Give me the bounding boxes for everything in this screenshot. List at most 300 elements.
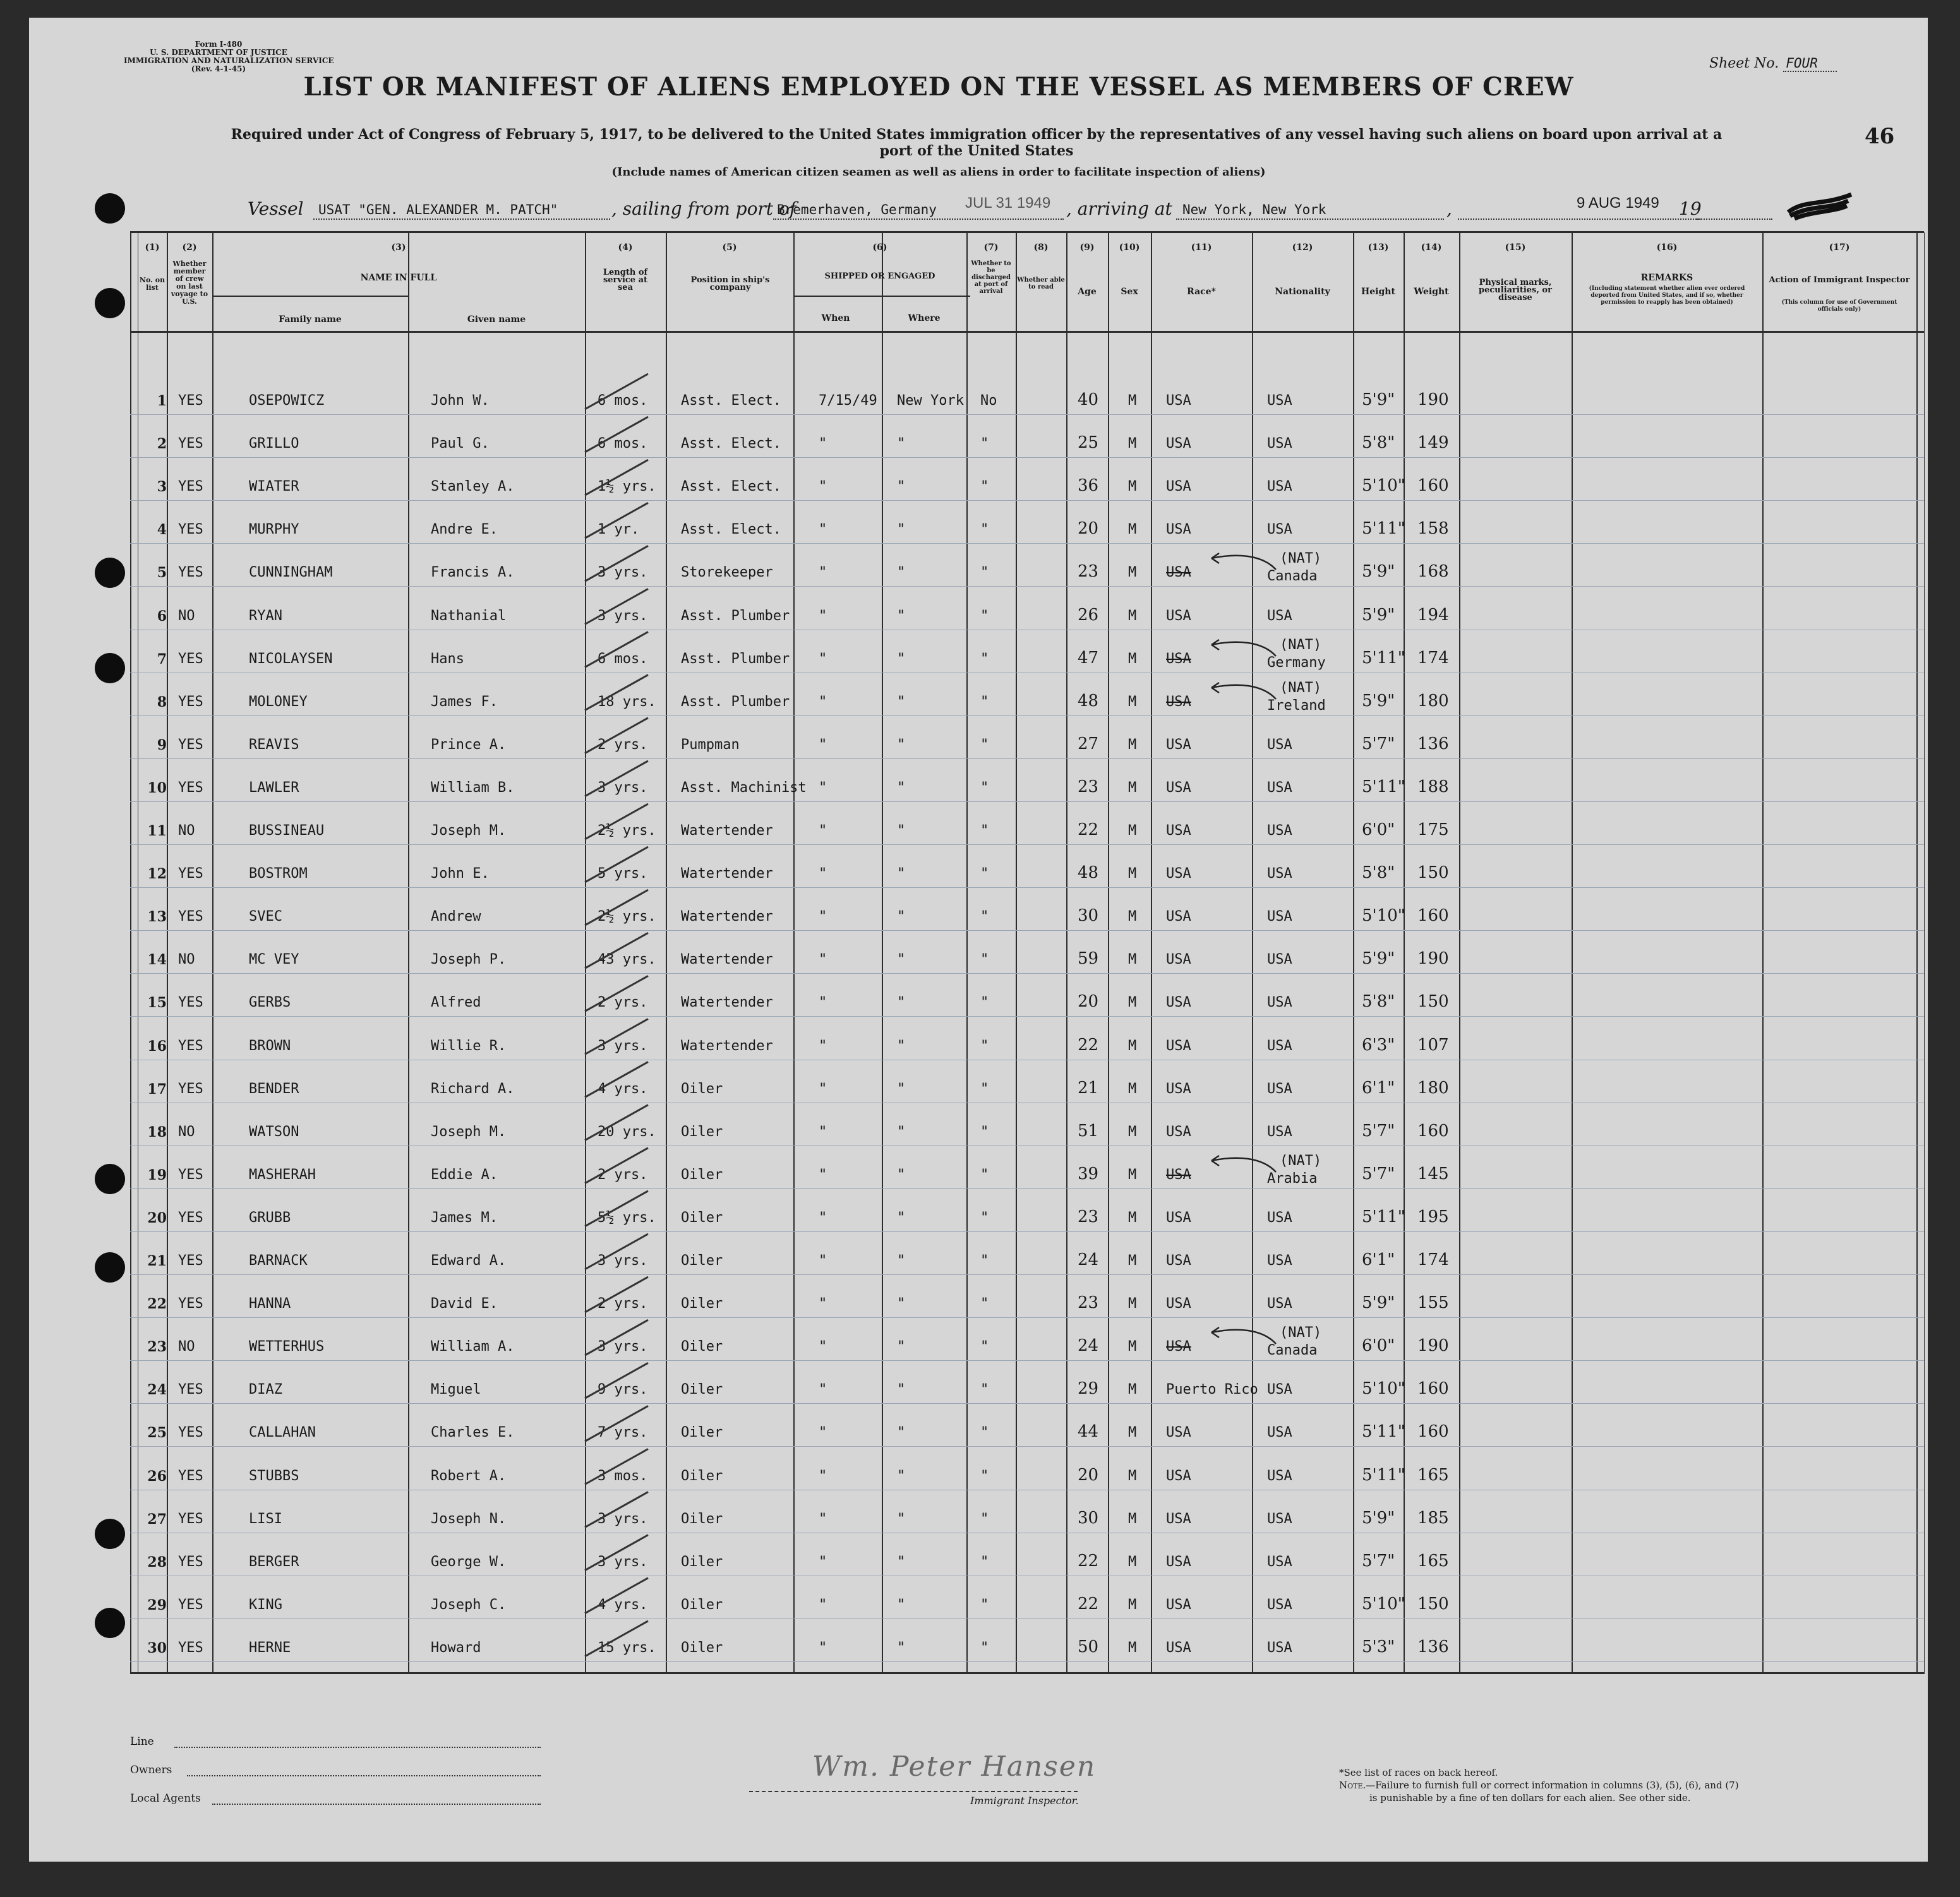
col-family-name: Family name — [279, 314, 342, 325]
cell-race: USA — [1166, 1253, 1191, 1269]
cell-where: " — [897, 565, 906, 581]
cell-height: 5'9" — [1362, 605, 1395, 625]
cell-weight: 160 — [1417, 476, 1449, 496]
cell-position: Oiler — [681, 1425, 723, 1441]
cell-where: " — [897, 823, 906, 839]
cell-family: OSEPOWICZ — [249, 393, 325, 409]
cell-service: 4 yrs. — [598, 1080, 648, 1097]
cell-race: USA — [1166, 436, 1191, 452]
cell-service: 3 yrs. — [598, 1038, 648, 1054]
col-no-on-list: No. on list — [139, 276, 165, 292]
cell-prev: YES — [178, 1553, 203, 1570]
cell-position: Watertender — [681, 1038, 773, 1054]
cell-given: Francis A. — [431, 565, 515, 581]
cell-weight: 190 — [1417, 1336, 1449, 1356]
cell-no: 20 — [147, 1209, 167, 1226]
cell-race: USA — [1166, 1123, 1191, 1140]
cell-no: 7 — [157, 650, 167, 667]
cell-age: 22 — [1078, 1035, 1099, 1055]
cell-height: 5'9" — [1362, 562, 1395, 582]
cell-race: USA — [1166, 650, 1191, 667]
cell-age: 23 — [1078, 1293, 1099, 1313]
cell-nationality: USA — [1267, 1080, 1292, 1097]
cell-when: " — [819, 522, 827, 538]
cell-sex: M — [1128, 1296, 1137, 1312]
col-position: Position in ship's company — [690, 275, 770, 292]
cell-position: Asst. Plumber — [681, 650, 790, 667]
col-name-in-full: NAME IN FULL — [360, 273, 437, 283]
cell-no: 5 — [157, 565, 167, 582]
cell-discharged: " — [980, 522, 989, 538]
cell-sex: M — [1128, 650, 1137, 667]
cell-where: " — [897, 607, 906, 624]
cell-age: 26 — [1078, 605, 1099, 625]
cell-service: 3 yrs. — [598, 1511, 648, 1527]
cell-where: " — [897, 1339, 906, 1355]
cell-when: " — [819, 823, 827, 839]
cell-nationality: USA — [1267, 823, 1292, 839]
cell-no: 15 — [147, 995, 167, 1012]
cell-position: Asst. Machinist — [681, 779, 807, 796]
cell-age: 36 — [1078, 476, 1099, 496]
colnum-8: (8) — [1033, 242, 1049, 253]
cell-nat-note: (NAT) — [1280, 1152, 1322, 1169]
cell-weight: 174 — [1417, 648, 1449, 667]
cell-nationality: USA — [1267, 393, 1292, 409]
cell-race: USA — [1166, 736, 1191, 753]
page-title: LIST OR MANIFEST OF ALIENS EMPLOYED ON THE VESSEL AS MEMBERS OF CREW — [303, 72, 1574, 102]
cell-given: Miguel — [431, 1382, 481, 1398]
row-rule — [130, 1661, 1924, 1662]
cell-height: 5'7" — [1362, 1551, 1395, 1571]
cell-prev: YES — [178, 1511, 203, 1527]
col-remarks: REMARKS — [1640, 273, 1693, 283]
cell-discharged: " — [980, 1038, 989, 1054]
cell-position: Watertender — [681, 952, 773, 968]
cell-where: " — [897, 522, 906, 538]
cell-when: " — [819, 1080, 827, 1097]
cell-where: " — [897, 779, 906, 796]
cell-nationality: USA — [1267, 1123, 1292, 1140]
cell-position: Pumpman — [681, 736, 740, 753]
cell-position: Oiler — [681, 1639, 723, 1656]
cell-given: John E. — [431, 866, 490, 882]
cell-age: 24 — [1078, 1336, 1099, 1356]
cell-prev: NO — [178, 607, 195, 624]
cell-when: " — [819, 1296, 827, 1312]
cell-discharged: " — [980, 693, 989, 710]
colnum-13: (13) — [1368, 242, 1389, 253]
cell-where: " — [897, 1468, 906, 1484]
cell-position: Asst. Elect. — [681, 479, 781, 495]
correction-arrow — [1205, 551, 1281, 576]
cell-discharged: " — [980, 1468, 989, 1484]
cell-where: " — [897, 1080, 906, 1097]
row-rule — [130, 801, 1924, 802]
cell-discharged: " — [980, 1080, 989, 1097]
cell-age: 39 — [1078, 1164, 1099, 1183]
cell-position: Oiler — [681, 1339, 723, 1355]
comma: , — [1446, 198, 1452, 219]
cell-where: " — [897, 1038, 906, 1054]
cell-sex: M — [1128, 736, 1137, 753]
col-when: When — [821, 313, 850, 323]
sheet-number: Sheet No. FOUR — [1709, 56, 1837, 71]
cell-age: 21 — [1078, 1078, 1099, 1098]
cell-height: 5'9" — [1362, 1293, 1395, 1313]
cell-service: 2½ yrs. — [598, 909, 656, 925]
cell-prev: YES — [178, 909, 203, 925]
cell-no: 23 — [147, 1339, 167, 1356]
colnum-16: (16) — [1656, 242, 1678, 253]
inspector-signature: Wm. Peter Hansen — [812, 1750, 1097, 1783]
cell-height: 5'7" — [1362, 1164, 1395, 1183]
cell-age: 20 — [1078, 1465, 1099, 1485]
cell-service: 43 yrs. — [598, 952, 656, 968]
cell-sex: M — [1128, 1339, 1137, 1355]
cell-given: Nathanial — [431, 607, 507, 624]
cell-sex: M — [1128, 522, 1137, 538]
cell-weight: 136 — [1417, 1637, 1449, 1656]
punch-hole — [95, 1252, 125, 1283]
cell-discharged: " — [980, 1166, 989, 1183]
cell-position: Oiler — [681, 1123, 723, 1140]
cell-prev: YES — [178, 1639, 203, 1656]
cell-prev: YES — [178, 1596, 203, 1613]
cell-no: 2 — [157, 436, 167, 453]
col-action-note: (This column for use of Government officials only) — [1781, 299, 1897, 313]
cell-nationality: USA — [1267, 995, 1292, 1011]
cell-service: 2 yrs. — [598, 736, 648, 753]
cell-prev: YES — [178, 436, 203, 452]
correction-arrow — [1205, 637, 1281, 662]
cell-when: " — [819, 693, 827, 710]
cell-when: " — [819, 1209, 827, 1226]
cell-family: REAVIS — [249, 736, 299, 753]
cell-where: " — [897, 995, 906, 1011]
cell-prev: YES — [178, 1038, 203, 1054]
cell-nationality: USA — [1267, 779, 1292, 796]
cell-where: " — [897, 1553, 906, 1570]
cell-service: 3 yrs. — [598, 1339, 648, 1355]
cell-discharged: " — [980, 479, 989, 495]
cell-given: William A. — [431, 1339, 515, 1355]
cell-no: 6 — [157, 607, 167, 625]
cell-family: WIATER — [249, 479, 299, 495]
cell-where: " — [897, 1296, 906, 1312]
cell-nationality: USA — [1267, 479, 1292, 495]
cell-no: 28 — [147, 1553, 167, 1571]
cell-given: Hans — [431, 650, 464, 667]
cell-weight: 175 — [1417, 820, 1449, 839]
cell-prev: YES — [178, 650, 203, 667]
row-rule — [130, 500, 1924, 501]
cell-age: 23 — [1078, 562, 1099, 582]
cell-no: 30 — [147, 1639, 167, 1656]
cell-position: Asst. Plumber — [681, 693, 790, 710]
cell-race: USA — [1166, 823, 1191, 839]
cell-prev: YES — [178, 1080, 203, 1097]
row-rule — [130, 586, 1924, 587]
cell-sex: M — [1128, 823, 1137, 839]
punch-hole — [95, 193, 125, 224]
cell-age: 24 — [1078, 1250, 1099, 1269]
cell-where: " — [897, 1511, 906, 1527]
requirement-text: Required under Act of Congress of February 5, 1917, to be delivered to the United States immigration officer by the representatives of any vessel having such aliens on board upon arrival at a port of the United States — [231, 126, 1723, 159]
cell-discharged: " — [980, 650, 989, 667]
cell-weight: 150 — [1417, 1594, 1449, 1613]
punch-hole — [95, 1519, 125, 1549]
cell-nationality: USA — [1267, 1511, 1292, 1527]
cell-given: Robert A. — [431, 1468, 507, 1484]
cell-discharged: " — [980, 1425, 989, 1441]
cell-height: 6'0" — [1362, 820, 1395, 839]
cell-given: Eddie A. — [431, 1166, 498, 1183]
cell-sex: M — [1128, 1639, 1137, 1656]
cell-sex: M — [1128, 1080, 1137, 1097]
colnum-3: (3) — [391, 242, 406, 253]
cell-race: USA — [1166, 607, 1191, 624]
cell-height: 5'11" — [1362, 1465, 1405, 1485]
cell-position: Watertender — [681, 823, 773, 839]
row-rule — [130, 973, 1924, 974]
cell-service: 3 yrs. — [598, 1553, 648, 1570]
shipped-subheader-divider — [793, 296, 970, 297]
cell-prev: YES — [178, 1166, 203, 1183]
cell-given: Howard — [431, 1639, 481, 1656]
cell-family: GERBS — [249, 995, 291, 1011]
cell-service: 5½ yrs. — [598, 1209, 656, 1226]
cell-height: 5'11" — [1362, 1422, 1405, 1442]
row-rule — [130, 457, 1924, 458]
cell-nationality: USA — [1267, 1209, 1292, 1226]
cell-given: Charles E. — [431, 1425, 515, 1441]
cell-height: 5'11" — [1362, 519, 1405, 539]
cell-position: Asst. Elect. — [681, 393, 781, 409]
cell-sex: M — [1128, 1253, 1137, 1269]
cell-discharged: " — [980, 1339, 989, 1355]
cell-position: Oiler — [681, 1596, 723, 1613]
cell-race: USA — [1166, 1425, 1191, 1441]
cell-service: 1 yr. — [598, 522, 640, 538]
cell-nationality: USA — [1267, 436, 1292, 452]
row-rule — [130, 1231, 1924, 1232]
cell-when: " — [819, 779, 827, 796]
sailing-port: Bremerhaven, Germany — [777, 202, 937, 217]
punch-hole — [95, 1608, 125, 1638]
cell-prev: YES — [178, 1253, 203, 1269]
cell-discharged: " — [980, 1123, 989, 1140]
cell-discharged: " — [980, 952, 989, 968]
cell-given: Stanley A. — [431, 479, 515, 495]
cell-no: 17 — [147, 1080, 167, 1098]
cell-prev: YES — [178, 1382, 203, 1398]
cell-discharged: " — [980, 436, 989, 452]
cell-when: " — [819, 1038, 827, 1054]
cell-nationality: USA — [1267, 866, 1292, 882]
cell-age: 50 — [1078, 1637, 1099, 1656]
cell-prev: YES — [178, 995, 203, 1011]
colnum-10: (10) — [1119, 242, 1140, 253]
cell-height: 6'3" — [1362, 1035, 1395, 1055]
cell-race: USA — [1166, 909, 1191, 925]
cell-position: Oiler — [681, 1253, 723, 1269]
cell-given: Joseph N. — [431, 1511, 507, 1527]
cell-position: Storekeeper — [681, 565, 773, 581]
cell-where: " — [897, 1425, 906, 1441]
cell-where: " — [897, 866, 906, 882]
cell-when: " — [819, 995, 827, 1011]
cell-weight: 160 — [1417, 1379, 1449, 1399]
cell-service: 6 mos. — [598, 393, 648, 409]
row-rule — [130, 715, 1924, 716]
cell-nationality: Canada — [1267, 1343, 1318, 1359]
cell-race: USA — [1166, 565, 1191, 581]
colnum-15: (15) — [1505, 242, 1526, 253]
cell-nationality: USA — [1267, 1296, 1292, 1312]
col-previous-voyage: Whether member of crew on last voyage to U.S. — [171, 260, 208, 306]
cell-age: 23 — [1078, 1207, 1099, 1226]
cell-age: 51 — [1078, 1121, 1099, 1140]
cell-given: Joseph M. — [431, 1123, 507, 1140]
cell-nationality: USA — [1267, 952, 1292, 968]
cell-sex: M — [1128, 607, 1137, 624]
cell-race: USA — [1166, 479, 1191, 495]
cell-prev: YES — [178, 1468, 203, 1484]
cell-where: " — [897, 650, 906, 667]
cell-nat-note: (NAT) — [1280, 679, 1322, 696]
row-rule — [130, 1188, 1924, 1189]
cell-no: 16 — [147, 1038, 167, 1055]
cell-family: MASHERAH — [249, 1166, 316, 1183]
cell-service: 15 yrs. — [598, 1639, 656, 1656]
footer-line-label: Line — [130, 1735, 154, 1748]
cell-nationality: USA — [1267, 1596, 1292, 1613]
cell-family: MURPHY — [249, 522, 299, 538]
cell-discharged: " — [980, 1511, 989, 1527]
cell-given: David E. — [431, 1296, 498, 1312]
cell-height: 5'9" — [1362, 390, 1395, 409]
cell-nationality: Germany — [1267, 654, 1326, 671]
cell-given: Andrew — [431, 909, 481, 925]
cell-height: 6'1" — [1362, 1250, 1395, 1269]
cell-where: " — [897, 1166, 906, 1183]
cell-height: 5'10" — [1362, 906, 1405, 926]
cell-weight: 136 — [1417, 734, 1449, 753]
cell-weight: 174 — [1417, 1250, 1449, 1269]
cell-height: 5'10" — [1362, 1594, 1405, 1613]
row-rule — [130, 1360, 1924, 1361]
cell-race: USA — [1166, 1296, 1191, 1312]
cell-family: LAWLER — [249, 779, 299, 796]
cell-weight: 194 — [1417, 605, 1449, 625]
cell-given: William B. — [431, 779, 515, 796]
cell-where: " — [897, 909, 906, 925]
cell-nationality: USA — [1267, 1639, 1292, 1656]
cell-service: 3 yrs. — [598, 779, 648, 796]
cell-sex: M — [1128, 479, 1137, 495]
cell-position: Watertender — [681, 909, 773, 925]
col-length-of-service: Length of service at sea — [603, 268, 648, 292]
cell-given: Willie R. — [431, 1038, 507, 1054]
cell-prev: YES — [178, 393, 203, 409]
cell-sex: M — [1128, 1468, 1137, 1484]
cell-family: WETTERHUS — [249, 1339, 325, 1355]
cell-given: Paul G. — [431, 436, 490, 452]
cell-no: 24 — [147, 1382, 167, 1399]
cell-nationality: USA — [1267, 1253, 1292, 1269]
inspector-label: Immigrant Inspector. — [970, 1795, 1079, 1807]
cell-race: USA — [1166, 866, 1191, 882]
cell-position: Oiler — [681, 1511, 723, 1527]
cell-when: " — [819, 1553, 827, 1570]
cell-no: 4 — [157, 522, 167, 539]
row-rule — [130, 844, 1924, 845]
col-remarks-note: (Including statement whether alien ever ordered deported from United States, and if so, whether permission to reapply has been obtained) — [1589, 285, 1745, 306]
cell-height: 5'10" — [1362, 476, 1405, 496]
colnum-2: (2) — [182, 242, 197, 253]
cell-when: " — [819, 650, 827, 667]
cell-discharged: " — [980, 607, 989, 624]
colnum-6: (6) — [872, 242, 887, 253]
cell-position: Oiler — [681, 1166, 723, 1183]
cell-service: 20 yrs. — [598, 1123, 656, 1140]
cell-family: NICOLAYSEN — [249, 650, 333, 667]
cell-family: BUSSINEAU — [249, 823, 325, 839]
cell-race: USA — [1166, 1209, 1191, 1226]
cell-age: 29 — [1078, 1379, 1099, 1399]
row-rule — [130, 930, 1924, 931]
cell-discharged: " — [980, 1553, 989, 1570]
races-note: *See list of races on back hereof. — [1339, 1767, 1498, 1778]
cell-service: 18 yrs. — [598, 693, 656, 710]
cell-nat-note: (NAT) — [1280, 637, 1322, 653]
cell-race: USA — [1166, 1166, 1191, 1183]
cell-service: 7 yrs. — [598, 1425, 648, 1441]
row-rule — [130, 1446, 1924, 1447]
cell-race: USA — [1166, 1553, 1191, 1570]
cell-sex: M — [1128, 995, 1137, 1011]
cell-position: Watertender — [681, 995, 773, 1011]
cell-when: " — [819, 1511, 827, 1527]
colnum-9: (9) — [1079, 242, 1095, 253]
vessel-line: Vessel — [248, 198, 304, 219]
cell-height: 5'8" — [1362, 433, 1395, 453]
cell-family: STUBBS — [249, 1468, 299, 1484]
cell-race: USA — [1166, 393, 1191, 409]
cell-where: " — [897, 952, 906, 968]
cell-discharged: " — [980, 1382, 989, 1398]
cell-family: WATSON — [249, 1123, 299, 1140]
cell-family: DIAZ — [249, 1382, 282, 1398]
cell-height: 5'11" — [1362, 1207, 1405, 1226]
cell-weight: 188 — [1417, 777, 1449, 796]
cell-discharged: " — [980, 1296, 989, 1312]
cell-age: 40 — [1078, 390, 1099, 409]
cell-service: 3 yrs. — [598, 607, 648, 624]
cell-prev: YES — [178, 866, 203, 882]
cell-family: CALLAHAN — [249, 1425, 316, 1441]
cell-no: 12 — [147, 866, 167, 883]
col-where: Where — [908, 313, 941, 323]
cell-when: " — [819, 1339, 827, 1355]
cell-family: SVEC — [249, 909, 282, 925]
cell-position: Oiler — [681, 1296, 723, 1312]
cell-discharged: " — [980, 1596, 989, 1613]
cell-when: " — [819, 1425, 827, 1441]
cell-no: 1 — [157, 393, 167, 409]
cell-position: Oiler — [681, 1382, 723, 1398]
